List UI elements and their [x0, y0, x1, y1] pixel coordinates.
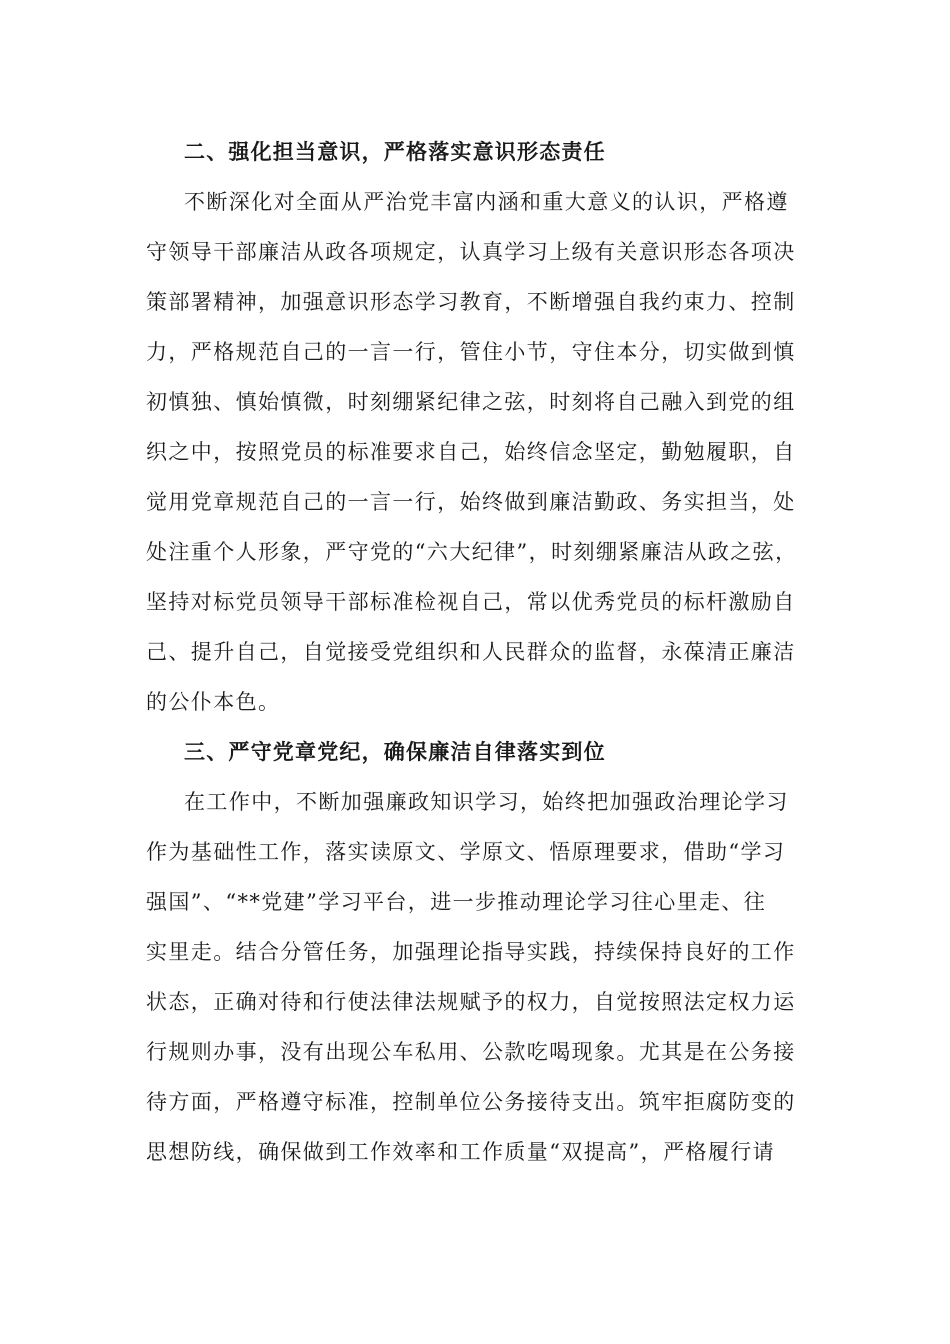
paragraph-line: 在工作中，不断加强廉政知识学习，始终把加强政治理论学习 — [184, 790, 789, 814]
paragraph-line: 初慎独、慎始慎微，时刻绷紧纪律之弦，时刻将自己融入到党的组 — [146, 390, 796, 414]
paragraph-line: 觉用党章规范自己的一言一行，始终做到廉洁勤政、务实担当，处 — [146, 490, 796, 514]
paragraph-line: 力，严格规范自己的一言一行，管住小节，守住本分，切实做到慎 — [146, 340, 796, 364]
section-heading-2: 二、强化担当意识，严格落实意识形态责任 — [184, 140, 606, 164]
paragraph-line: 坚持对标党员领导干部标准检视自己，常以优秀党员的标杆激励自 — [146, 590, 796, 614]
paragraph-line: 实里走。结合分管任务，加强理论指导实践，持续保持良好的工作 — [146, 940, 796, 964]
paragraph-line: 织之中，按照党员的标准要求自己，始终信念坚定，勤勉履职，自 — [146, 440, 796, 464]
paragraph-line: 不断深化对全面从严治党丰富内涵和重大意义的认识，严格遵 — [184, 190, 789, 214]
section-heading-3: 三、严守党章党纪，确保廉洁自律落实到位 — [184, 740, 606, 764]
paragraph-line: 作为基础性工作，落实读原文、学原文、悟原理要求，借助“学习 — [146, 840, 786, 864]
paragraph-line: 思想防线，确保做到工作效率和工作质量“双提高”，严格履行请 — [146, 1140, 776, 1164]
paragraph-line: 己、提升自己，自觉接受党组织和人民群众的监督，永葆清正廉洁 — [146, 640, 796, 664]
paragraph-line: 行规则办事，没有出现公车私用、公款吃喝现象。尤其是在公务接 — [146, 1040, 796, 1064]
paragraph-line: 处注重个人形象，严守党的“六大纪律”，时刻绷紧廉洁从政之弦， — [146, 540, 798, 564]
paragraph-line: 策部署精神，加强意识形态学习教育，不断增强自我约束力、控制 — [146, 290, 796, 314]
paragraph-line: 状态，正确对待和行使法律法规赋予的权力，自觉按照法定权力运 — [146, 990, 796, 1014]
paragraph-line: 待方面，严格遵守标准，控制单位公务接待支出。筑牢拒腐防变的 — [146, 1090, 796, 1114]
paragraph-line: 强国”、“**党建”学习平台，进一步推动理论学习往心里走、往 — [146, 890, 767, 914]
paragraph-line: 守领导干部廉洁从政各项规定，认真学习上级有关意识形态各项决 — [146, 240, 796, 264]
paragraph-line: 的公仆本色。 — [146, 690, 281, 714]
